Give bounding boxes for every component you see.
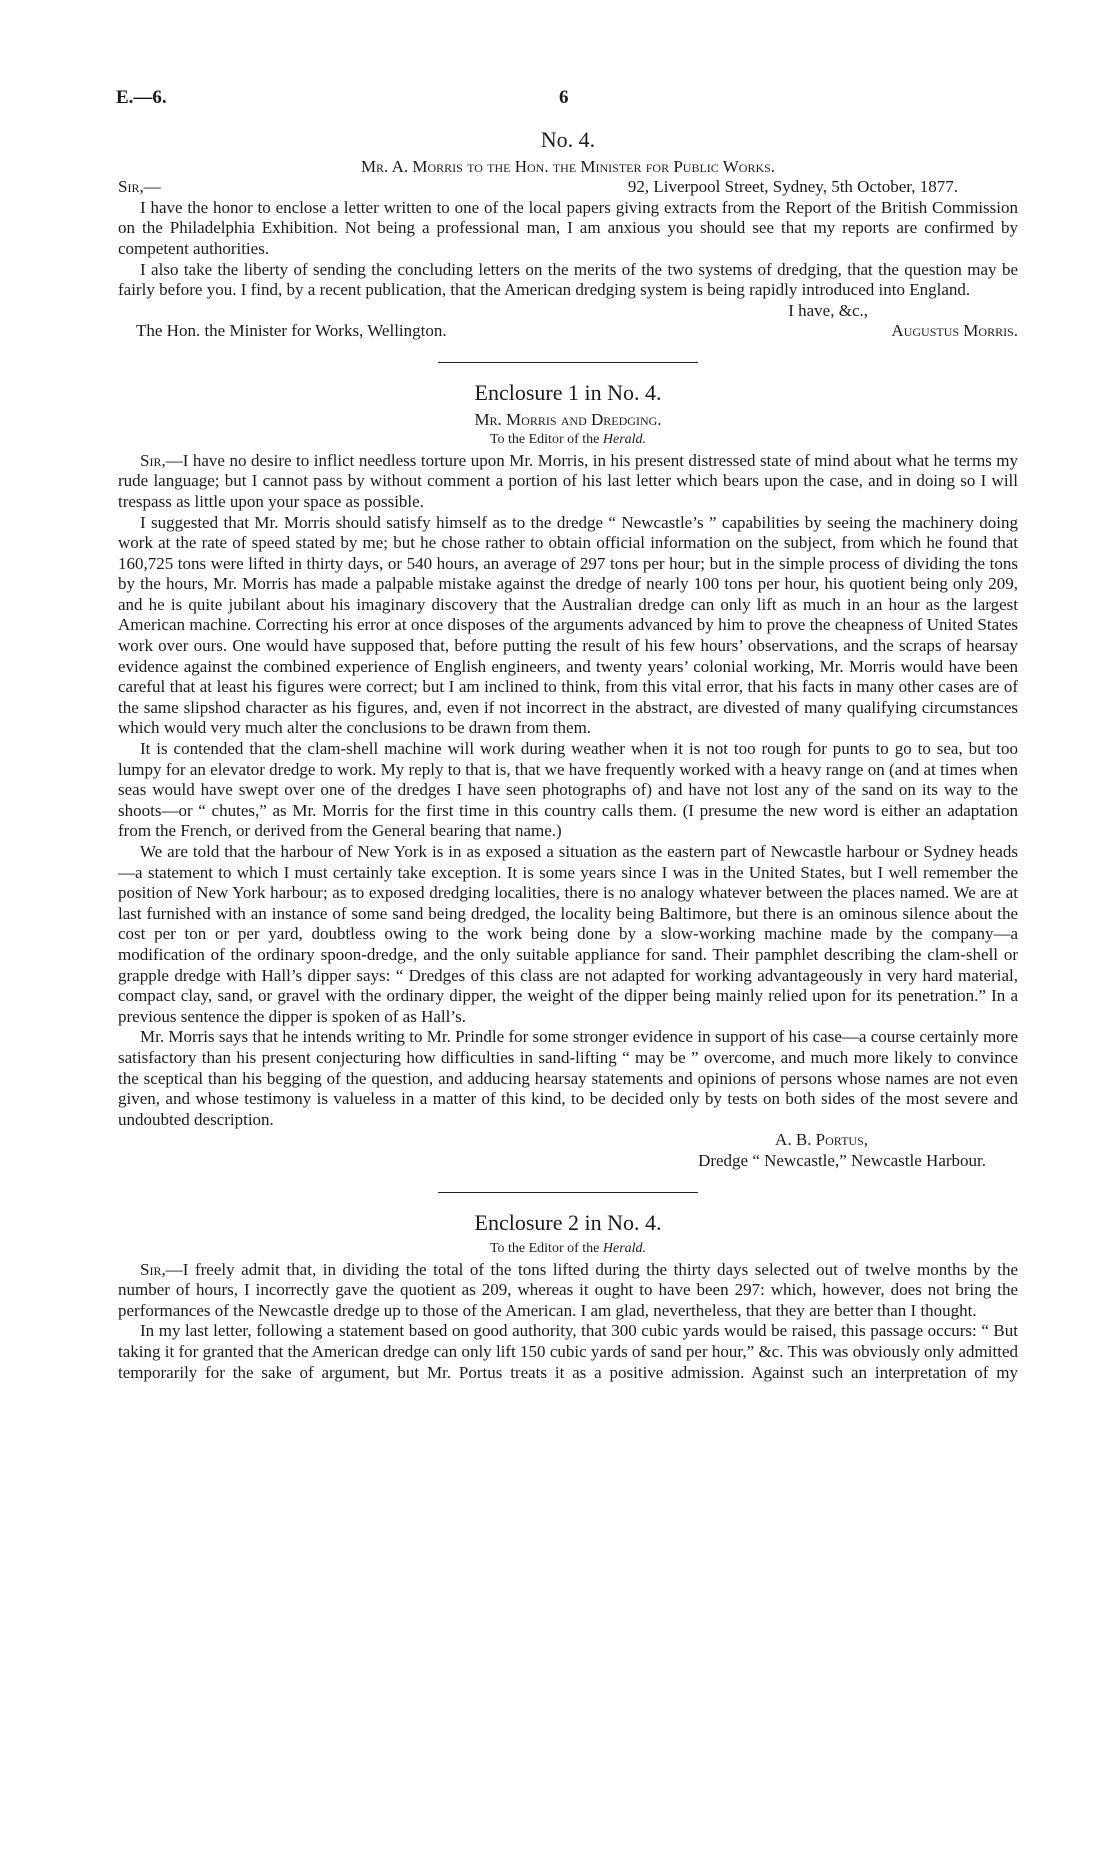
enclosure-title: Mr. Morris and Dredging. [474,409,662,429]
enclosure-paragraph: Mr. Morris says that he intends writing to Mr. Prindle for some stronger evidence in support of his case—a course certainly more satisfactory than his present conjecturing how difficulties in sand-lifting “ may be ” overcome, and much more likely to convince the sceptical than his begging of the question, and adducing hearsay statements and opinions of persons whose names are not even given, and whose testimony is valueless in a matter of this kind, to be decided only by tests on both sides of the most severe and undoubted description. [118,1027,1018,1129]
letter-footer-row [118,321,1018,342]
section-divider [438,1192,698,1193]
enclosure-paragraph [118,451,1018,513]
enclosure-to-line [118,1239,1018,1260]
letter-addressee: The Hon. the Minister for Works, Wellington. [136,321,447,341]
letter-subheading: Mr. A. Morris to the Hon. the Minister for Public Works. [360,156,776,176]
enclosure-heading: Enclosure 2 in No. 4. [474,1209,662,1235]
to-editor-text: To the Editor of the [489,1241,600,1257]
enclosure-signature: A. B. Portus, [775,1130,868,1150]
newspaper-name: Herald. [602,432,647,448]
running-head [118,88,1018,114]
enclosure-paragraph: I suggested that Mr. Morris should satisfy himself as to the dredge “ Newcastle’s ” capabilities by seeing the machinery doing work at the rate of speed stated by me; but he chose rather to obtain official information on the subject, from which he found that 160,725 tons were lifted in thirty days, or 540 hours, an average of 297 tons per hour; but in the simple process of dividing the tons by the hours, Mr. Morris has made a palpable mistake against the dredge of nearly 100 tons per hour, his quotient being only 209, and he is quite jubilant about his imaginary discovery that the Australian dredge can only lift as much in an hour as the largest American machine. Correcting his error at once disposes of the arguments advanced by him to prove the cheapness of United States work over ours. One would have supposed that, before putting the result of his few hours’ observations, and the scraps of hearsay evidence against the combined experience of English engineers, and twenty years’ colonial working, Mr. Morris would have been careful that at least his figures were correct; but I am inclined to think, from this vital error, that his facts in many other cases are of the same slipshod character as his figures, and, even if not incorrect in the abstract, are divested of many qualifying circumstances which would very much alter the conclusions to be drawn from them. [118,512,1018,738]
enclosure-heading: Enclosure 1 in No. 4. [474,379,662,405]
letter-closing: I have, &c., [788,300,868,320]
enclosure-paragraph: We are told that the harbour of New York is in as exposed a situation as the eastern part of Newcastle harbour or Sydney heads—a statement to which I must certainly take exception. It is some years since I was in the United States, but I well remember the position of New York harbour; as to exposed dredging localities, there is no analogy whatever between the places named. We are at last furnished with an instance of some sand being dredged, the locality being Baltimore, but there is an ominous silence about the cost per ton or per yard, doubtless owing to the work being done by a slow-working machine made by the company—a modification of the ordinary spoon-dredge, and the only suitable appliance for sand. Their pamphlet describing the clam-shell or grapple dredge with Hall’s dipper says: “ Dredges of this class are not adapted for working advantageously in very hard material, compact clay, sand, or gravel with the ordinary dipper, the weight of the dipper being mainly relied upon for its penetration.” In a previous sentence the dipper is spoken of as Hall’s. [118,842,1018,1026]
enclosure-paragraph [118,1260,1018,1322]
section-divider [438,362,698,363]
page-number: 6 [559,87,569,108]
newspaper-name: Herald. [602,1241,647,1257]
enclosure-2 [118,1209,1018,1384]
paragraph-text: —I freely admit that, in dividing the total of the tons lifted during the thirty days selected out of twelve months by the number of hours, I incorrectly gave the quotient as 209, whereas it ought to have been 297: which, however, does not bring the performances of the Newcastle dredge up to those of the American. I am glad, nevertheless, that they are better than I thought. [118,1259,1018,1320]
to-editor-text: To the Editor of the [489,432,600,448]
letter-heading: No. 4. [540,127,596,152]
letter-signature: Augustus Morris. [891,321,1018,341]
document-code: E.—6. [116,87,167,108]
enclosure-1 [118,379,1018,1172]
letter-paragraph: I also take the liberty of sending the concluding letters on the merits of the two systems of dredging, that the question may be fairly before you. I find, by a recent publication, that the American dredging system is being rapidly introduced into England. [118,259,1018,300]
enclosure-paragraph: It is contended that the clam-shell machine will work during weather when it is not too rough for punts to go to sea, but too lumpy for an elevator dredge to work. My reply to that is, that we have frequently worked with a heavy range on (and at times when seas would have swept over one of the dredges I have seen photographs of) and have not lost any of the sand on its way to the shoots—or “ chutes,” as Mr. Morris for the first time in this country calls them. (I presume the new word is either an adaptation from the French, or derived from the General bearing that name.) [118,739,1018,841]
letter-salutation: Sir,— [118,177,161,197]
salutation-row [118,177,1018,198]
paragraph-salutation: Sir, [140,450,166,470]
letter-paragraph: I have the honor to enclose a letter written to one of the local papers giving extracts from the Report of the British Commission on the Philadelphia Exhibition. Not being a professional man, I am anxious you should see that my reports are confirmed by competent authorities. [118,197,1018,258]
letter-address-date: 92, Liverpool Street, Sydney, 5th October, 1877. [627,177,958,197]
enclosure-paragraph: In my last letter, following a statement based on good authority, that 300 cubic yards would be raised, this passage occurs: “ But taking it for granted that the American dredge can only lift 150 cubic yards of sand per hour,” &c. This was obviously only admitted temporarily for the sake of argument, but Mr. Portus treats it as a positive admission. Against such an interpretation of my [118,1321,1018,1382]
paragraph-text: —I have no desire to inflict needless torture upon Mr. Morris, in his present distressed state of mind about what he terms my rude language; but I cannot pass by without comment a portion of his last letter which bears upon the case, and in doing so I will trespass as little upon your space as possible. [118,450,1018,511]
letter-no-4 [118,127,1018,342]
enclosure-to-line [118,430,1018,451]
enclosure-signature-place: Dredge “ Newcastle,” Newcastle Harbour. [698,1150,986,1170]
paragraph-salutation: Sir, [140,1259,166,1279]
